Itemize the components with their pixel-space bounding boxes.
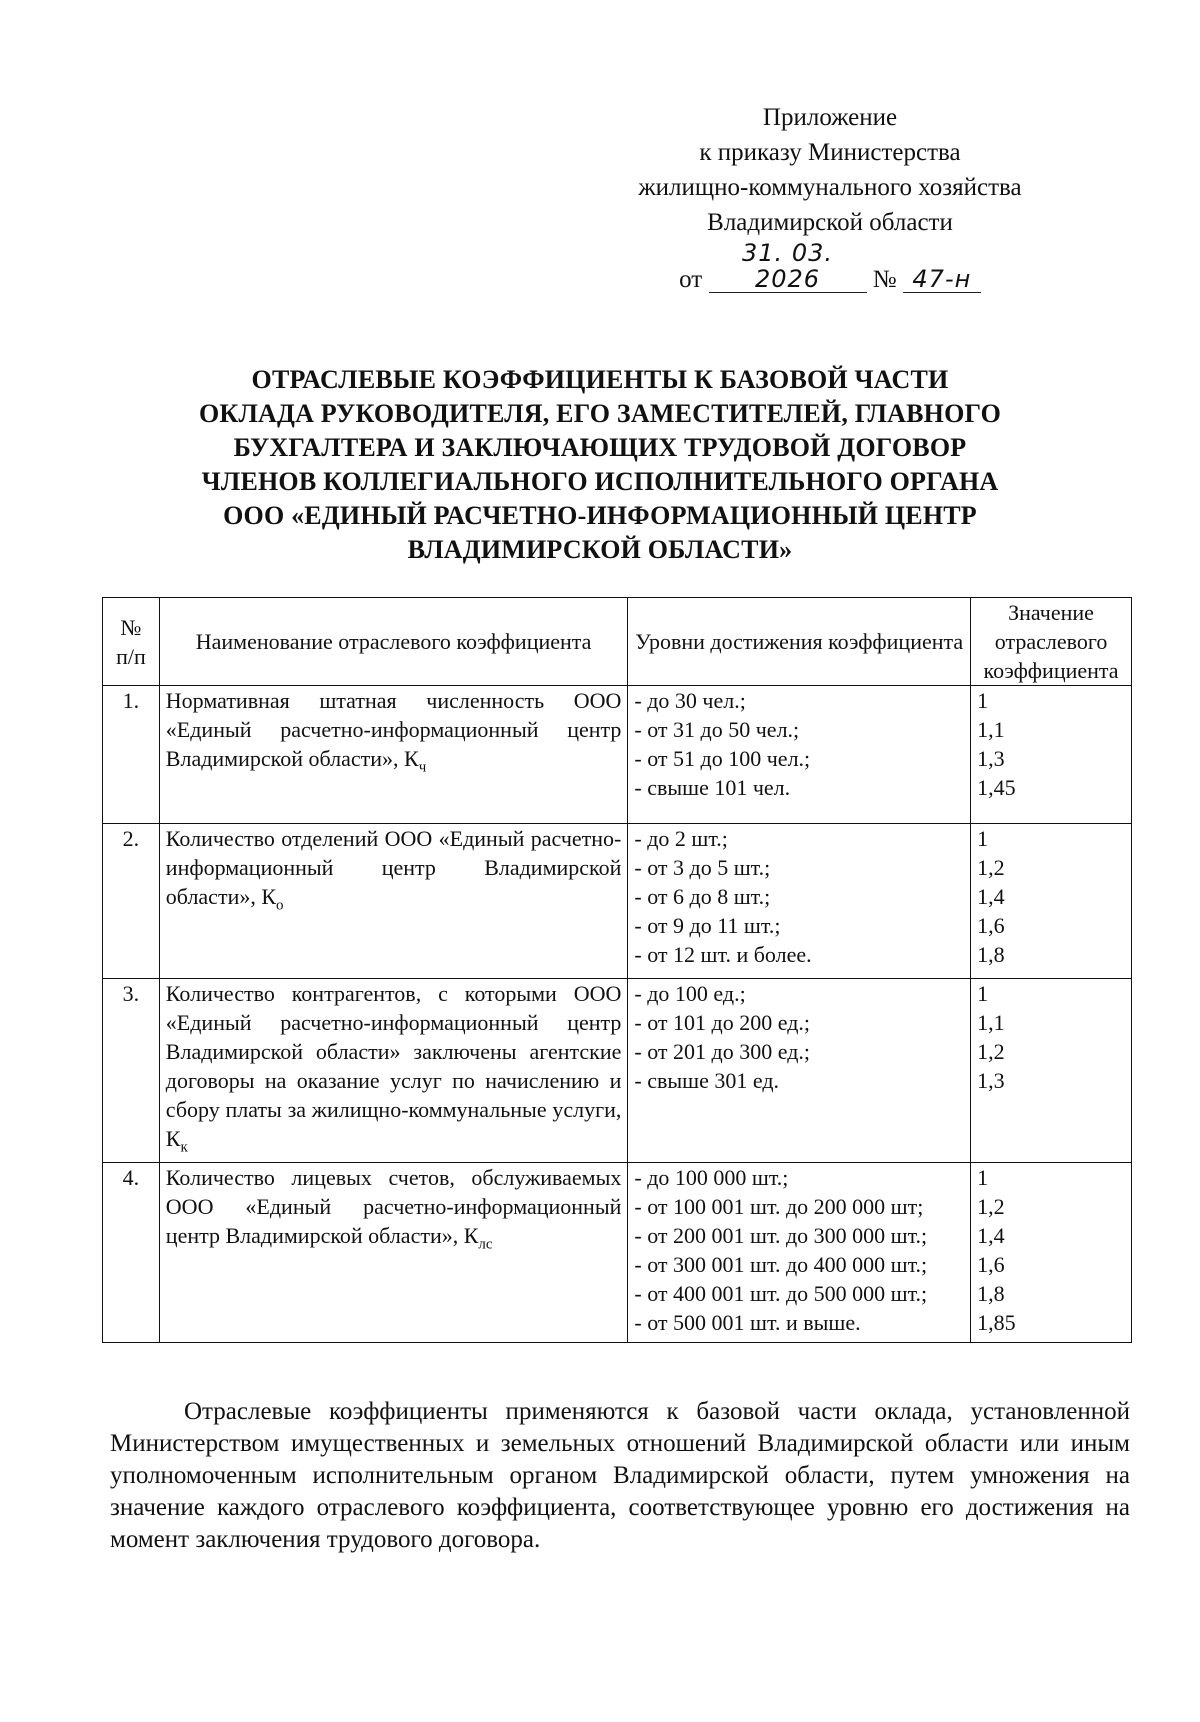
value-item: 1,85 <box>977 1310 1016 1336</box>
order-date-line <box>600 240 1060 297</box>
value-item: 1,1 <box>977 717 1005 742</box>
header-levels: Уровни достижения коэффициента <box>628 598 971 686</box>
level-item: - от 51 до 100 чел.; <box>634 746 811 771</box>
level-item: - до 100 ед.; <box>634 981 746 1006</box>
title-line: ООО «ЕДИНЫЙ РАСЧЕТНО-ИНФОРМАЦИОННЫЙ ЦЕНТР <box>223 501 977 530</box>
value-item: 1 <box>977 688 989 713</box>
appendix-line: Приложение <box>762 104 898 131</box>
coefficient-subscript: к <box>180 1139 188 1156</box>
level-item: - от 9 до 11 шт.; <box>634 913 781 938</box>
row-number: 4. <box>103 1163 160 1343</box>
value-item: 1,8 <box>977 1281 1005 1307</box>
level-item: - от 31 до 50 чел.; <box>634 717 800 742</box>
table-row <box>103 979 1132 1163</box>
value-item: 1,1 <box>977 1010 1005 1035</box>
coefficient-name-text: Количество отделений ООО «Единый расчетно-информационный центр Владимирской области», К <box>165 826 622 909</box>
row-number: 3. <box>103 979 160 1163</box>
title-line: ВЛАДИМИРСКОЙ ОБЛАСТИ» <box>407 535 793 564</box>
appendix-line: к приказу Министерства <box>699 139 961 166</box>
header-num: № п/п <box>103 598 160 686</box>
value-item: 1,2 <box>977 1194 1005 1220</box>
document-title <box>120 363 1080 567</box>
coefficient-name-text: Количество контрагентов, с которыми ООО «Единый расчетно-информационный центр Владимирской области» заключены агентские договоры на оказание услуг по начислению и сбору платы за жилищно-коммунальные услуги, К <box>165 981 622 1151</box>
title-line: БУХГАЛТЕРА И ЗАКЛЮЧАЮЩИХ ТРУДОВОЙ ДОГОВОР <box>233 433 967 462</box>
level-item: - свыше 101 чел. <box>634 775 791 800</box>
values-cell <box>971 979 1132 1163</box>
order-date: 31. 03. 2026 <box>709 240 867 293</box>
value-item: 1,6 <box>977 913 1005 938</box>
number-prefix: № <box>872 266 897 293</box>
level-item: - от 100 001 шт. до 200 000 шт; <box>634 1194 924 1220</box>
level-item: - от 101 до 200 ед.; <box>634 1010 811 1035</box>
table-row <box>103 824 1132 979</box>
coefficient-subscript: о <box>276 897 284 914</box>
value-item: 1 <box>977 1165 989 1191</box>
value-item: 1,2 <box>977 855 1005 880</box>
value-item: 1,4 <box>977 884 1005 909</box>
value-item: 1,8 <box>977 942 1005 967</box>
value-item: 1 <box>977 981 989 1006</box>
row-number: 2. <box>103 824 160 979</box>
value-item: 1,6 <box>977 1252 1005 1278</box>
value-item: 1,2 <box>977 1039 1005 1064</box>
level-item: - от 200 001 шт. до 300 000 шт.; <box>634 1223 928 1249</box>
value-item: 1 <box>977 826 989 851</box>
coefficient-subscript: ч <box>418 759 427 776</box>
level-item: - от 300 001 шт. до 400 000 шт.; <box>634 1252 928 1278</box>
table-header-row <box>103 598 1132 686</box>
values-cell <box>971 1163 1132 1343</box>
closing-paragraph: Отраслевые коэффициенты применяются к базовой части оклада, установленной Министерством имущественных и земельных отношений Владимирской области или иным уполномоченным исполнительным органом Владимирской области, путем умножения на значение каждого отраслевого коэффициента, соответствующее уровню его достижения на момент заключения трудового договора. <box>110 1398 1130 1553</box>
title-line: ОТРАСЛЕВЫЕ КОЭФФИЦИЕНТЫ К БАЗОВОЙ ЧАСТИ <box>251 365 949 394</box>
levels-cell <box>628 1163 971 1343</box>
coefficient-name <box>159 686 628 824</box>
level-item: - свыше 301 ед. <box>634 1068 780 1093</box>
value-item: 1,3 <box>977 746 1005 771</box>
values-cell <box>971 824 1132 979</box>
coefficient-name <box>159 979 628 1163</box>
row-number: 1. <box>103 686 160 824</box>
order-number: 47-н <box>903 266 981 293</box>
level-item: - от 500 001 шт. и выше. <box>634 1310 861 1336</box>
header-value: Значение отраслевого коэффициента <box>971 598 1132 686</box>
levels-cell <box>628 824 971 979</box>
date-prefix: от <box>679 266 703 293</box>
level-item: - от 12 шт. и более. <box>634 942 812 967</box>
level-item: - до 100 000 шт.; <box>634 1165 789 1191</box>
title-line: ОКЛАДА РУКОВОДИТЕЛЯ, ЕГО ЗАМЕСТИТЕЛЕЙ, ГЛАВНОГО <box>198 399 1002 428</box>
title-line: ЧЛЕНОВ КОЛЛЕГИАЛЬНОГО ИСПОЛНИТЕЛЬНОГО ОРГАНА <box>201 467 999 496</box>
table-body <box>103 686 1132 1343</box>
coefficient-name-text: Нормативная штатная численность ООО «Единый расчетно-информационный центр Владимирской области», К <box>165 688 622 771</box>
level-item: - от 400 001 шт. до 500 000 шт.; <box>634 1281 928 1307</box>
level-item: - от 201 до 300 ед.; <box>634 1039 811 1064</box>
table-row <box>103 1163 1132 1343</box>
coefficient-name <box>159 1163 628 1343</box>
table-row <box>103 686 1132 824</box>
coefficient-name-text: Количество лицевых счетов, обслуживаемых ООО «Единый расчетно-информационный центр Владимирской области», К <box>165 1165 622 1249</box>
coefficient-subscript: лс <box>478 1236 493 1253</box>
level-item: - до 30 чел.; <box>634 688 746 713</box>
level-item: - до 2 шт.; <box>634 826 728 851</box>
levels-cell <box>628 979 971 1163</box>
header-name: Наименование отраслевого коэффициента <box>159 598 628 686</box>
levels-cell <box>628 686 971 824</box>
appendix-line: жилищно-коммунального хозяйства <box>638 174 1022 201</box>
appendix-line: Владимирской области <box>707 209 953 236</box>
values-cell <box>971 686 1132 824</box>
appendix-block <box>600 100 1060 297</box>
value-item: 1,3 <box>977 1068 1005 1093</box>
value-item: 1,4 <box>977 1223 1005 1249</box>
coefficient-name <box>159 824 628 979</box>
level-item: - от 3 до 5 шт.; <box>634 855 771 880</box>
coefficients-table <box>102 597 1132 1343</box>
level-item: - от 6 до 8 шт.; <box>634 884 771 909</box>
value-item: 1,45 <box>977 775 1016 800</box>
